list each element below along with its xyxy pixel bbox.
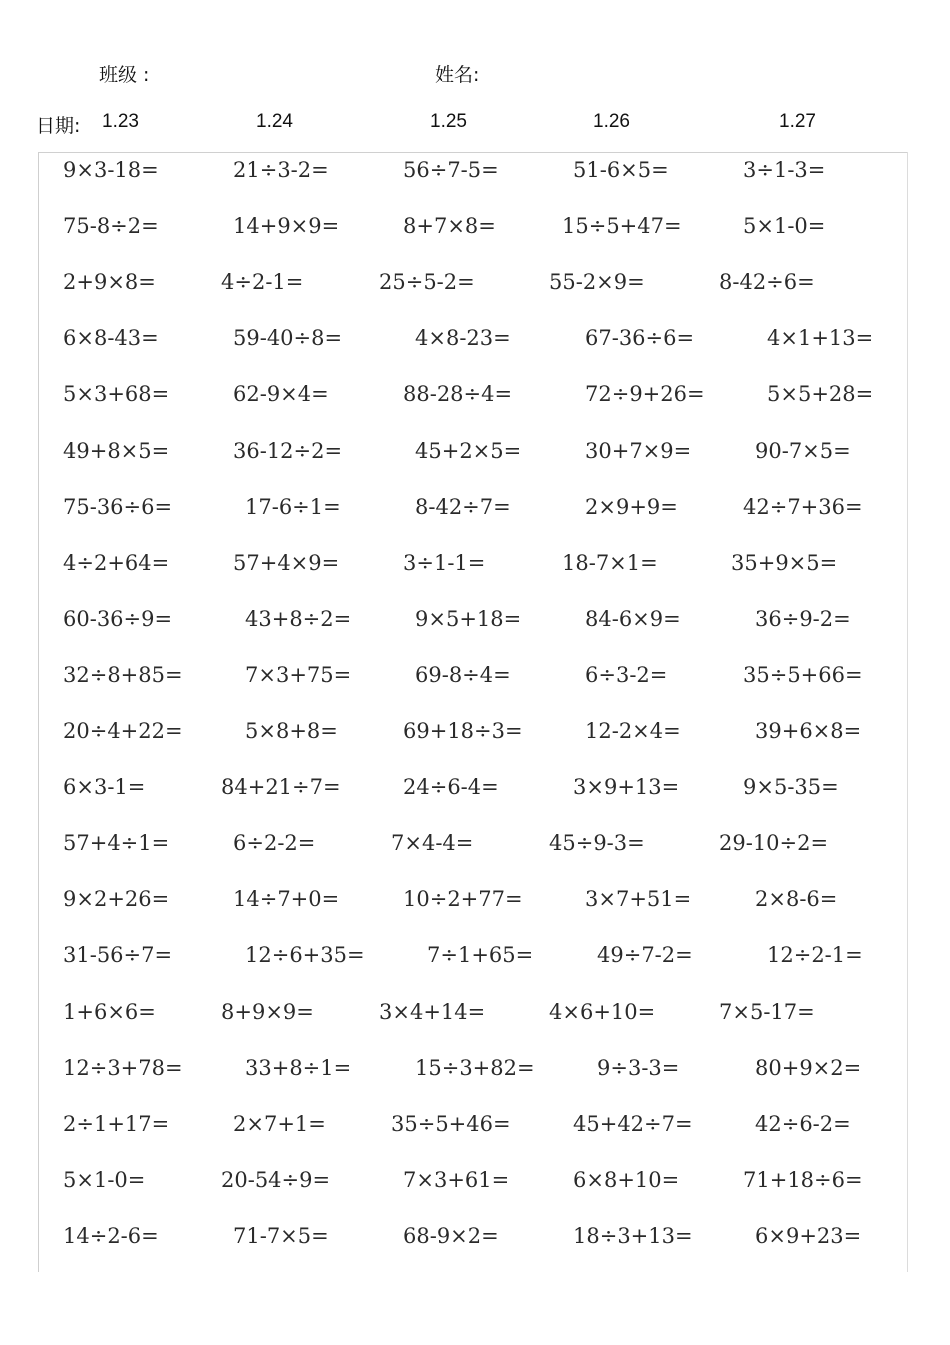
math-problem: 6×9+23=	[755, 1224, 862, 1248]
math-problem: 4×1+13=	[767, 326, 874, 350]
math-problem: 9×3-18=	[63, 158, 159, 182]
math-problem: 62-9×4=	[233, 382, 329, 406]
math-problem: 3×9+13=	[573, 775, 680, 799]
date-5: 1.27	[779, 111, 816, 132]
math-problem: 84+21÷7=	[221, 775, 341, 799]
math-problem: 32÷8+85=	[63, 663, 183, 687]
math-problem: 8+7×8=	[403, 214, 496, 238]
math-problem: 60-36÷9=	[63, 607, 173, 631]
math-problem: 1+6×6=	[63, 1000, 156, 1024]
math-problem: 21÷3-2=	[233, 158, 329, 182]
math-problem: 6×8-43=	[63, 326, 159, 350]
math-problem: 3×4+14=	[379, 1000, 486, 1024]
math-problem: 9×2+26=	[63, 887, 170, 911]
math-problem: 84-6×9=	[585, 607, 681, 631]
math-problem: 2×8-6=	[755, 887, 838, 911]
math-problem: 7×3+61=	[403, 1168, 510, 1192]
math-problem: 69+18÷3=	[403, 719, 523, 743]
math-problem: 17-6÷1=	[245, 495, 341, 519]
math-problem: 5×3+68=	[63, 382, 170, 406]
date-4: 1.26	[593, 111, 630, 132]
math-problem: 3÷1-3=	[743, 158, 826, 182]
math-problem: 80+9×2=	[755, 1056, 862, 1080]
math-problem: 9÷3-3=	[597, 1056, 680, 1080]
math-problem: 57+4×9=	[233, 551, 340, 575]
math-problem: 69-8÷4=	[415, 663, 511, 687]
class-label: 班级 :	[99, 64, 150, 86]
math-problem: 7×3+75=	[245, 663, 352, 687]
math-problem: 49+8×5=	[63, 439, 170, 463]
math-problem: 45÷9-3=	[549, 831, 645, 855]
math-problem: 5×1-0=	[63, 1168, 146, 1192]
math-problem: 71-7×5=	[233, 1224, 329, 1248]
math-problem: 2÷1+17=	[63, 1112, 170, 1136]
math-problem: 14÷2-6=	[63, 1224, 159, 1248]
math-problem: 7×5-17=	[719, 1000, 815, 1024]
math-problem: 68-9×2=	[403, 1224, 499, 1248]
math-problem: 57+4÷1=	[63, 831, 170, 855]
math-problem: 24÷6-4=	[403, 775, 499, 799]
math-problem: 35+9×5=	[731, 551, 838, 575]
math-problem: 12÷3+78=	[63, 1056, 183, 1080]
math-problem: 45+2×5=	[415, 439, 522, 463]
math-problem: 4×6+10=	[549, 1000, 656, 1024]
math-problem: 88-28÷4=	[403, 382, 513, 406]
math-problem: 43+8÷2=	[245, 607, 352, 631]
math-problem: 2×7+1=	[233, 1112, 326, 1136]
math-problem: 15÷5+47=	[562, 214, 682, 238]
math-problem: 36-12÷2=	[233, 439, 343, 463]
math-problem: 39+6×8=	[755, 719, 862, 743]
math-problem: 6×3-1=	[63, 775, 146, 799]
date-2: 1.24	[256, 111, 293, 132]
math-problem: 5×8+8=	[245, 719, 338, 743]
math-problem: 55-2×9=	[549, 270, 645, 294]
math-problem: 12÷6+35=	[245, 943, 365, 967]
math-problem: 3÷1-1=	[403, 551, 486, 575]
math-problem: 14+9×9=	[233, 214, 340, 238]
date-label: 日期:	[36, 115, 81, 137]
math-problem: 3×7+51=	[585, 887, 692, 911]
math-problem: 4÷2-1=	[221, 270, 304, 294]
math-problem: 75-36÷6=	[63, 495, 173, 519]
math-problem: 25÷5-2=	[379, 270, 475, 294]
math-problem: 18-7×1=	[562, 551, 658, 575]
math-problem: 12-2×4=	[585, 719, 681, 743]
math-problem: 2+9×8=	[63, 270, 156, 294]
math-problem: 15÷3+82=	[415, 1056, 535, 1080]
math-problem: 18÷3+13=	[573, 1224, 693, 1248]
math-problem: 7×4-4=	[391, 831, 474, 855]
math-problem: 12÷2-1=	[767, 943, 863, 967]
math-problem: 29-10÷2=	[719, 831, 829, 855]
math-problem: 90-7×5=	[755, 439, 851, 463]
math-problem: 14÷7+0=	[233, 887, 340, 911]
math-problem: 9×5-35=	[743, 775, 839, 799]
math-problem: 49÷7-2=	[597, 943, 693, 967]
math-problem: 31-56÷7=	[63, 943, 173, 967]
math-problem: 35÷5+46=	[391, 1112, 511, 1136]
math-problem: 30+7×9=	[585, 439, 692, 463]
name-label: 姓名:	[435, 64, 480, 86]
math-problem: 5×5+28=	[767, 382, 874, 406]
math-problem: 10÷2+77=	[403, 887, 523, 911]
math-problem: 2×9+9=	[585, 495, 678, 519]
math-problem: 36÷9-2=	[755, 607, 851, 631]
math-problem: 8-42÷7=	[415, 495, 511, 519]
math-problem: 51-6×5=	[573, 158, 669, 182]
math-problem: 4×8-23=	[415, 326, 511, 350]
math-problem: 8-42÷6=	[719, 270, 815, 294]
math-problem: 42÷7+36=	[743, 495, 863, 519]
math-problem: 42÷6-2=	[755, 1112, 851, 1136]
math-problem: 6÷2-2=	[233, 831, 316, 855]
math-problem: 35÷5+66=	[743, 663, 863, 687]
date-3: 1.25	[430, 111, 467, 132]
math-problem: 5×1-0=	[743, 214, 826, 238]
math-problem: 33+8÷1=	[245, 1056, 352, 1080]
date-1: 1.23	[102, 111, 139, 132]
math-problem: 59-40÷8=	[233, 326, 343, 350]
math-problem: 75-8÷2=	[63, 214, 159, 238]
math-problem: 6×8+10=	[573, 1168, 680, 1192]
math-problem: 7÷1+65=	[427, 943, 534, 967]
math-problem: 71+18÷6=	[743, 1168, 863, 1192]
math-problem: 67-36÷6=	[585, 326, 695, 350]
math-problem: 4÷2+64=	[63, 551, 170, 575]
math-problem: 8+9×9=	[221, 1000, 314, 1024]
math-problem: 72÷9+26=	[585, 382, 705, 406]
math-problem: 20÷4+22=	[63, 719, 183, 743]
math-problem: 9×5+18=	[415, 607, 522, 631]
math-problem: 45+42÷7=	[573, 1112, 693, 1136]
math-problem: 6÷3-2=	[585, 663, 668, 687]
math-problem: 20-54÷9=	[221, 1168, 331, 1192]
math-problem: 56÷7-5=	[403, 158, 499, 182]
